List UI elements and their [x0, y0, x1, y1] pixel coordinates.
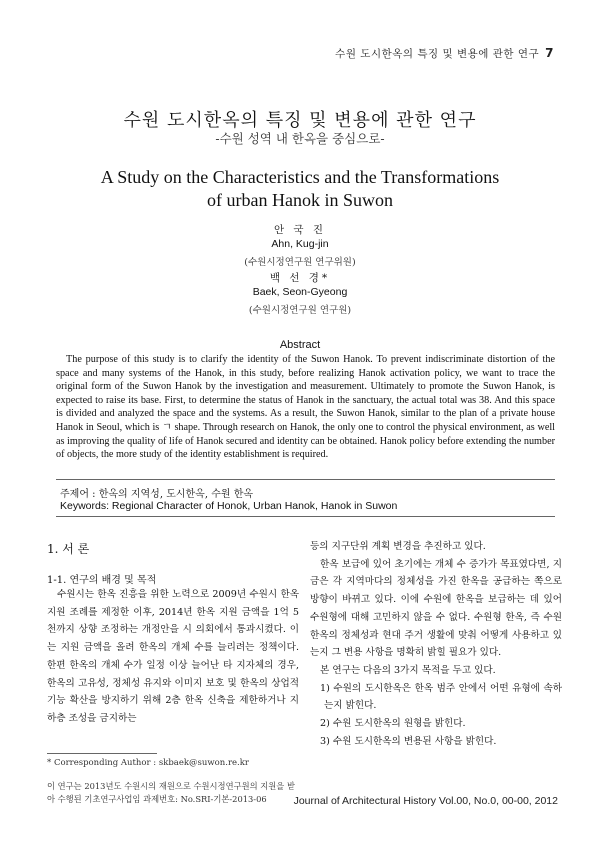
author1-affiliation: (수원시정연구원 연구위원)	[244, 257, 356, 268]
right-paragraph-1: 등의 지구단위 계획 변경을 추진하고 있다.	[310, 541, 486, 552]
author2-name-korean: 백 선 경*	[269, 272, 331, 284]
right-paragraph-2: 한옥 보급에 있어 초기에는 개체 수 증가가 목표였다면, 지금은 각 지역마다의 정체성을 가진 한옥을 공급하는 쪽으로 방향이 바뀌고 있다. 이에 수원에 한옥을 보급하는 데 있어 수원형에 대해 고민하지 않을 수 없다. 수원형 한옥, 즉 수원 한옥의 정체성과 현대 주거 생활에 맞춰 어떻게 사용하고 있는지 그 변용 사항을 명확히 밝힐 필요가 있다.	[310, 558, 562, 659]
right-paragraph-3: 본 연구는 다음의 3가지 목적을 두고 있다.	[320, 664, 496, 676]
abstract-heading: Abstract	[279, 339, 321, 351]
title-english	[0, 166, 600, 212]
keywords-english: Keywords: Regional Character of Honok, Urban Hanok, Hanok in Suwon	[60, 500, 398, 512]
journal-footer: Journal of Architectural History Vol.00, No.0, 00-00, 2012	[293, 795, 558, 807]
footnote-rule	[47, 753, 157, 754]
keywords-korean: 주제어 : 한옥의 지역성, 도시한옥, 수원 한옥	[60, 489, 254, 500]
footnote-funding: 이 연구는 2013년도 수원시의 재원으로 수원시정연구원의 지원을 받아 수행된 기초연구사업임 과제번호: No.SRI-기본-2013-06	[47, 781, 295, 804]
running-head	[335, 46, 554, 61]
subsection-heading: 1-1. 연구의 배경 및 목적	[47, 575, 157, 586]
right-column	[310, 538, 562, 750]
footnote-corresponding-author: * Corresponding Author : skbaek@suwon.re.kr	[47, 758, 249, 768]
objective-item-3: 3) 수원 도시한옥의 변용된 사항을 밝힌다.	[320, 735, 497, 747]
title-english-line2: of urban Hanok in Suwon	[207, 190, 393, 210]
subtitle-korean: -수원 성역 내 한옥을 중심으로-	[215, 131, 385, 146]
title-korean: 수원 도시한옥의 특징 및 변용에 관한 연구	[123, 110, 477, 131]
keywords-top-rule	[56, 479, 555, 480]
keywords-bottom-rule	[56, 516, 555, 517]
author1-name-korean: 안 국 진	[273, 224, 327, 236]
page-number: 7	[545, 46, 554, 60]
running-head-text: 수원 도시한옥의 특징 및 변용에 관한 연구	[335, 48, 540, 60]
left-column-body: 수원시는 한옥 진흥을 위한 노력으로 2009년 수원시 한옥 지원 조례를 제정한 이후, 2014년 한옥 지원 금액을 1억 5천까지 상향 조정하는 개정안을 시 의회에서 통과시켰다. 이는 지원 금액을 올려 한옥의 개체 수를 늘리려는 정책이다. 한편 한옥의 개체 수가 일정 이상 늘어난 타 지자체의 경우, 한옥의 고유성, 정체성 유지와 이미지 보호 및 한옥의 상업적 기능 확산을 방지하기 위해 2층 한옥 신축을 제한하거나 지하층 조성을 금지하는	[47, 589, 299, 724]
author2-affiliation: (수원시정연구원 연구원)	[248, 305, 352, 316]
section-heading: 1. 서 론	[47, 542, 90, 556]
objective-item-2: 2) 수원 도시한옥의 원형을 밝힌다.	[320, 718, 466, 730]
author2-name-english: Baek, Seon-Gyeong	[252, 286, 348, 298]
abstract-body: The purpose of this study is to clarify the identity of the Suwon Hanok. To prevent indiscriminate distortion of the space and many systems of the Hanok, in this study, before realizing Hanok activation policy, we want to trace the original form of the Suwon Hanok by the investigation and measurement. Ultimately to promote the Suwon Hanok, is expected to raise its base. First, to determine the status of Hanok in the sanctuary, the actual total was 38. And this space is divided and analyzed the space and the systems. As a result, the Suwon Hanok, similar to the plan of a private house Hanok in Seoul, which is ㄱ shape. Through research on Hanok, the only one to control the physical environment, as well as improving the quality of life of Hanok secured and identity can be obtained. Hanok policy before extending the number of objects, the more study of the identity establishment is required.	[56, 354, 555, 461]
title-english-line1: A Study on the Characteristics and the Transformations	[100, 167, 500, 187]
objective-item-1: 1) 수원의 도시한옥은 한옥 범주 안에서 어떤 유형에 속하는지 밝힌다.	[320, 682, 562, 712]
author1-name-english: Ahn, Kug-jin	[271, 238, 329, 250]
